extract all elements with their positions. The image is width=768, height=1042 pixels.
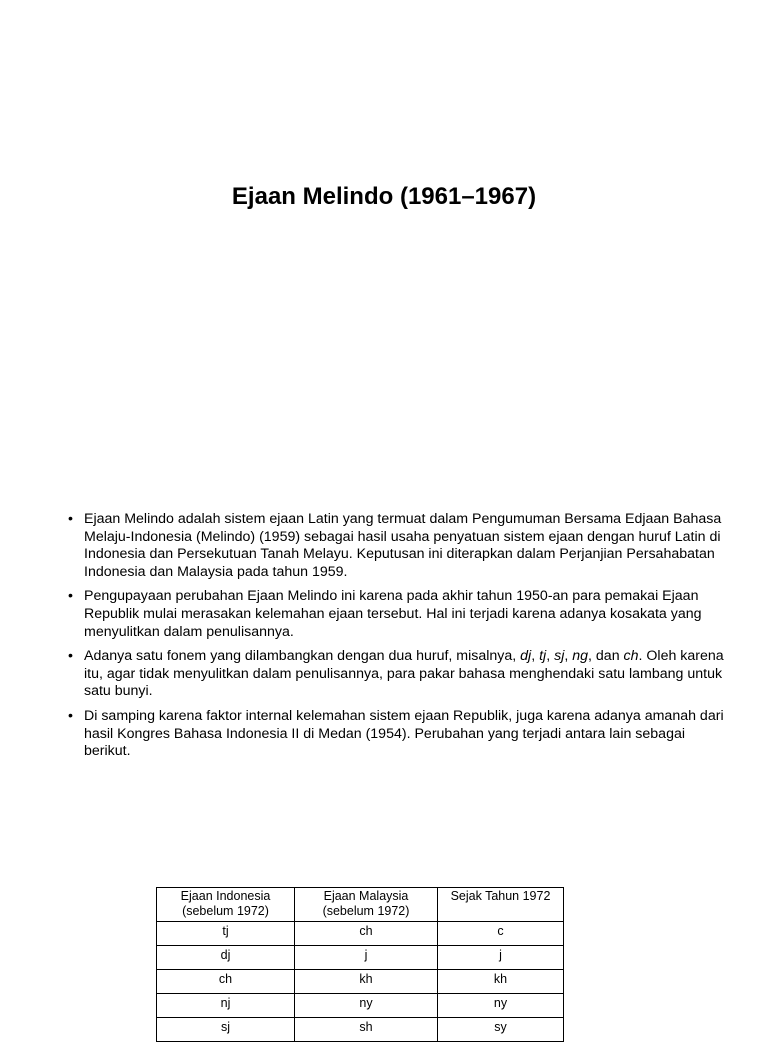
table-cell: j [438, 946, 564, 970]
bullet-item [68, 708, 728, 761]
col-header-since-1972: Sejak Tahun 1972 [438, 888, 564, 922]
table-row [157, 922, 564, 946]
bullet-text-after: . Oleh karena itu, agar tidak menyulitkan dalam penulisannya, para pakar bahasa menghendaki satu lambang untuk satu bunyi. [84, 648, 724, 700]
bullet-text: Ejaan Melindo adalah sistem ejaan Latin yang termuat dalam Pengumuman Bersama Edjaan Bahasa Melaju-Indonesia (Melindo) (1959) sebagai hasil usaha penyatuan sistem ejaan dengan huruf Latin di Indonesia dan Persekutuan Tanah Melayu. Keputusan ini diterapkan dalam Perjanjian Persahabatan Indonesia dan Malaysia pada tahun 1959. [84, 511, 722, 580]
table-row [157, 946, 564, 970]
bullet-item [68, 511, 728, 581]
spelling-table [156, 887, 564, 1042]
col-header-indonesia: Ejaan Indonesia (sebelum 1972) [157, 888, 295, 922]
table-cell: kh [295, 970, 438, 994]
table-cell: nj [157, 994, 295, 1018]
bullet-text: Di samping karena faktor internal kelemahan sistem ejaan Republik, juga karena adanya amanah dari hasil Kongres Bahasa Indonesia II di Medan (1954). Perubahan yang terjadi antara lain sebagai berikut. [84, 707, 724, 760]
table-cell: sj [157, 1018, 295, 1042]
col-header-malaysia: Ejaan Malaysia (sebelum 1972) [295, 888, 438, 922]
bullet-item: • Adanya satu fonem yang dilambangkan dengan dua huruf, misalnya, dj, tj, sj, ng, dan ch. Oleh karena itu, agar tidak menyulitkan dalam penulisannya, para pakar bahasa menghendaki satu lambang untuk satu bunyi. [68, 648, 728, 701]
bullet-list [68, 511, 728, 768]
table-cell: ch [157, 970, 295, 994]
table-cell: ny [295, 994, 438, 1018]
example-ch: ch [623, 648, 639, 665]
table-cell: ch [295, 922, 438, 946]
table-row [157, 994, 564, 1018]
example-tj: tj [539, 648, 547, 665]
example-ng: ng [572, 648, 589, 665]
bullet-text: Pengupayaan perubahan Ejaan Melindo ini karena pada akhir tahun 1950-an para pemakai Ejaan Republik mulai merasakan kelemahan ejaan tersebut. Hal ini terjadi karena adanya kosakata yang menyulitkan dalam penulisannya. [84, 588, 702, 640]
example-sj: sj [554, 648, 565, 665]
table-cell: kh [438, 970, 564, 994]
table-cell: j [295, 946, 438, 970]
bullet-item [68, 588, 728, 641]
table-cell: tj [157, 922, 295, 946]
bullet-text-mid: dan [591, 648, 624, 665]
table-cell: sy [438, 1018, 564, 1042]
table-cell: ny [438, 994, 564, 1018]
table-row [157, 970, 564, 994]
page-title: Ejaan Melindo (1961–1967) [231, 183, 537, 210]
table-cell: c [438, 922, 564, 946]
table-cell: sh [295, 1018, 438, 1042]
example-dj: dj [520, 648, 532, 665]
table-cell: dj [157, 946, 295, 970]
bullet-text-before: Adanya satu fonem yang dilambangkan dengan dua huruf, misalnya, [84, 648, 521, 665]
table-row [157, 1018, 564, 1042]
table-header-row [157, 888, 564, 922]
